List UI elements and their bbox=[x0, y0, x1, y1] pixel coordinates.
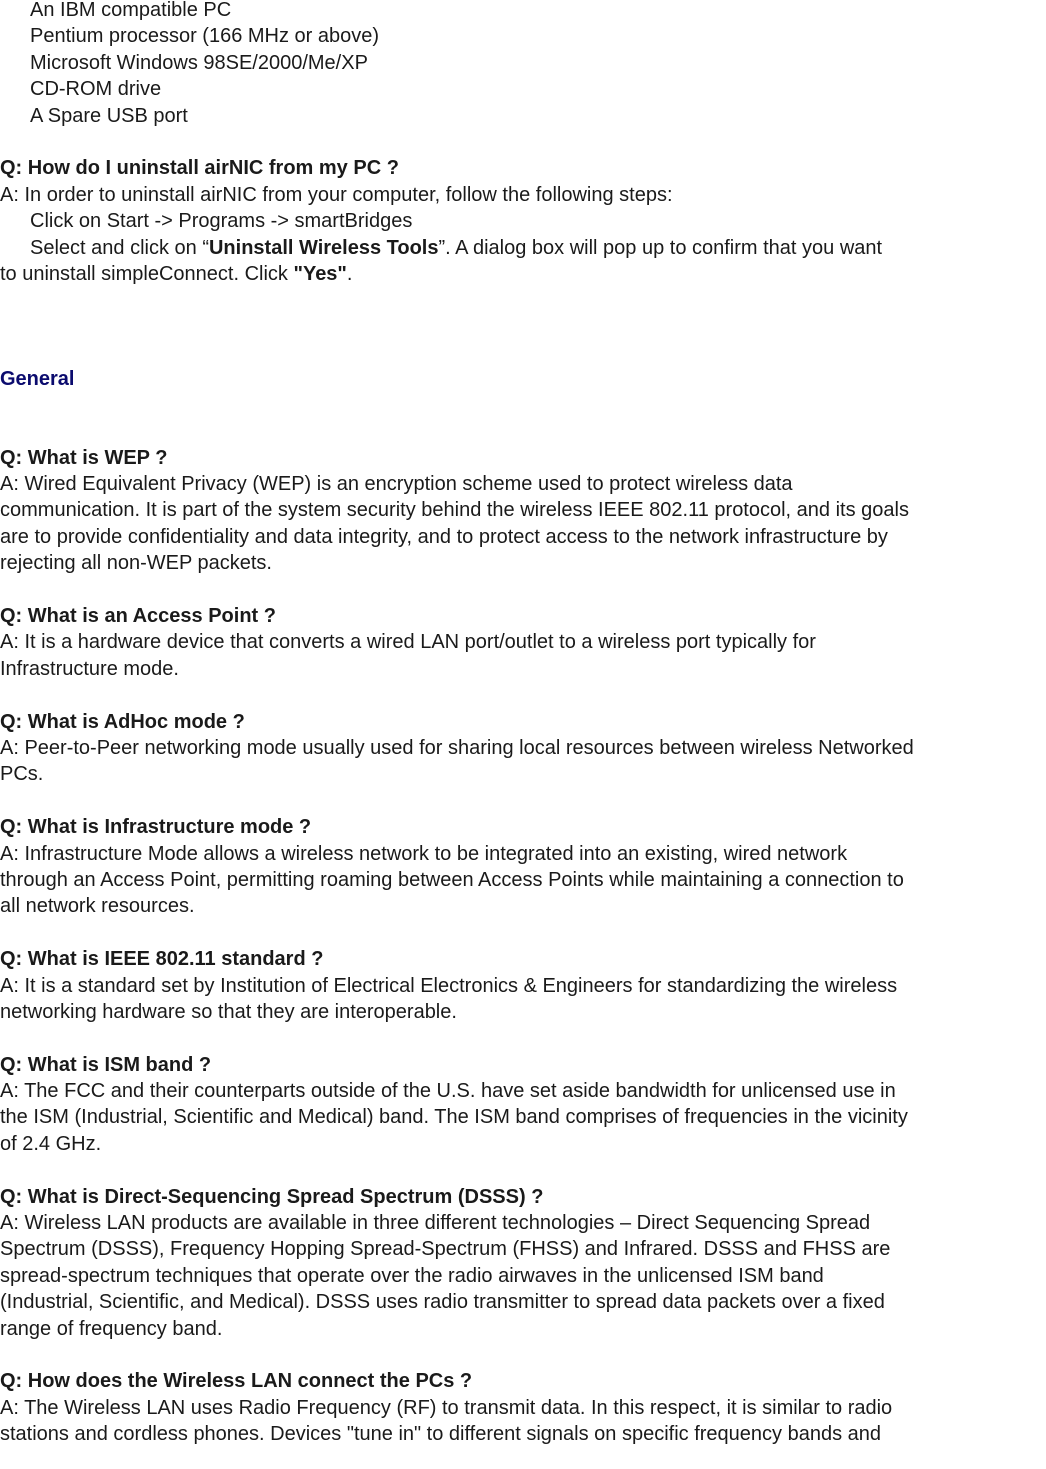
yes-label: "Yes" bbox=[293, 262, 347, 285]
faq-item bbox=[0, 814, 1046, 946]
uninstall-step-1: Click on Start -> Programs -> smartBridges bbox=[30, 210, 413, 233]
faq-answer-line: all network resources. bbox=[0, 895, 195, 918]
faq-answer-line: stations and cordless phones. Devices "tune in" to different signals on specific frequency bands and bbox=[0, 1423, 882, 1446]
spacer bbox=[0, 577, 1046, 603]
section-title-general: General bbox=[0, 368, 75, 391]
faq-question: Q: What is AdHoc mode ? bbox=[0, 710, 245, 733]
faq-item bbox=[0, 445, 1046, 603]
faq-question: Q: What is Infrastructure mode ? bbox=[0, 816, 312, 839]
spacer bbox=[0, 1157, 1046, 1183]
faq-item bbox=[0, 1368, 1046, 1447]
requirement-item: An IBM compatible PC bbox=[30, 0, 232, 21]
faq-question: Q: What is IEEE 802.11 standard ? bbox=[0, 948, 324, 971]
spacer bbox=[0, 393, 1046, 445]
requirement-item: A Spare USB port bbox=[30, 104, 188, 127]
step-text: ”. A dialog box will pop up to confirm that you want bbox=[438, 236, 883, 259]
uninstall-step-2 bbox=[0, 235, 1046, 261]
faq-answer-line: (Industrial, Scientific, and Medical). DSSS uses radio transmitter to spread data packets over a fixed bbox=[0, 1291, 885, 1314]
spacer bbox=[0, 129, 1046, 155]
faq-answer-line: A: Infrastructure Mode allows a wireless network to be integrated into an existing, wired network bbox=[0, 842, 848, 865]
faq-answer-line: A: The FCC and their counterparts outside of the U.S. have set aside bandwidth for unlicensed use in bbox=[0, 1080, 896, 1103]
requirement-item: Pentium processor (166 MHz or above) bbox=[30, 25, 380, 48]
faq-answer-line: A: Wireless LAN products are available in three different technologies – Direct Sequencing Spread bbox=[0, 1212, 871, 1235]
faq-answer-line: through an Access Point, permitting roaming between Access Points while maintaining a connection to bbox=[0, 868, 904, 891]
faq-answer-line: A: Wired Equivalent Privacy (WEP) is an encryption scheme used to protect wireless data bbox=[0, 473, 793, 496]
spacer bbox=[0, 287, 1046, 366]
faq-answer-line: Infrastructure mode. bbox=[0, 657, 179, 680]
faq-answer-line: communication. It is part of the system security behind the wireless IEEE 802.11 protocol, and its goals bbox=[0, 499, 909, 522]
faq-answer-line: A: It is a hardware device that converts a wired LAN port/outlet to a wireless port typically for bbox=[0, 631, 816, 654]
faq-list bbox=[0, 445, 1046, 1448]
faq-answer-line: Spectrum (DSSS), Frequency Hopping Spread-Spectrum (FHSS) and Infrared. DSSS and FHSS are bbox=[0, 1238, 891, 1261]
faq-answer-line: A: It is a standard set by Institution of Electrical Electronics & Engineers for standardizing the wireless bbox=[0, 974, 898, 997]
faq-answer-line: A: Peer-to-Peer networking mode usually used for sharing local resources between wireless Networked bbox=[0, 736, 914, 759]
spacer bbox=[0, 788, 1046, 814]
faq-answer-line: range of frequency band. bbox=[0, 1317, 223, 1340]
faq-item bbox=[0, 1052, 1046, 1184]
faq-uninstall bbox=[0, 155, 1046, 287]
faq-item bbox=[0, 1184, 1046, 1369]
requirements-list bbox=[0, 0, 1046, 129]
faq-question: Q: How does the Wireless LAN connect the PCs ? bbox=[0, 1370, 473, 1393]
faq-answer-line: A: The Wireless LAN uses Radio Frequency (RF) to transmit data. In this respect, it is similar to radio bbox=[0, 1396, 893, 1419]
faq-question: Q: How do I uninstall airNIC from my PC ? bbox=[0, 157, 399, 180]
faq-answer-line: networking hardware so that they are interoperable. bbox=[0, 1000, 457, 1023]
step-text: Select and click on “ bbox=[30, 236, 209, 259]
faq-answer-line: spread-spectrum techniques that operate over the radio airwaves in the unlicensed ISM band bbox=[0, 1264, 824, 1287]
faq-answer-line: A: In order to uninstall airNIC from your computer, follow the following steps: bbox=[0, 183, 673, 206]
faq-question: Q: What is ISM band ? bbox=[0, 1053, 212, 1076]
faq-answer-line: rejecting all non-WEP packets. bbox=[0, 552, 272, 575]
faq-item bbox=[0, 709, 1046, 815]
faq-answer-line: of 2.4 GHz. bbox=[0, 1132, 102, 1155]
step-text: . bbox=[346, 262, 353, 285]
requirement-item: CD-ROM drive bbox=[30, 78, 162, 101]
step-text: to uninstall simpleConnect. Click bbox=[0, 262, 294, 285]
faq-question: Q: What is an Access Point ? bbox=[0, 605, 276, 628]
uninstall-step-2-continued bbox=[0, 261, 1046, 287]
faq-answer-line: the ISM (Industrial, Scientific and Medical) band. The ISM band comprises of frequencies in the vicinity bbox=[0, 1106, 908, 1129]
spacer bbox=[0, 920, 1046, 946]
faq-answer-line: are to provide confidentiality and data integrity, and to protect access to the network infrastructure by bbox=[0, 525, 888, 548]
spacer bbox=[0, 1025, 1046, 1051]
faq-question: Q: What is WEP ? bbox=[0, 446, 168, 469]
spacer bbox=[0, 682, 1046, 708]
faq-item bbox=[0, 946, 1046, 1052]
requirement-item: Microsoft Windows 98SE/2000/Me/XP bbox=[30, 51, 368, 74]
faq-question: Q: What is Direct-Sequencing Spread Spectrum (DSSS) ? bbox=[0, 1185, 544, 1208]
faq-item bbox=[0, 603, 1046, 709]
faq-answer-line: PCs. bbox=[0, 763, 44, 786]
spacer bbox=[0, 1342, 1046, 1368]
uninstall-tool-name: Uninstall Wireless Tools bbox=[208, 236, 439, 259]
